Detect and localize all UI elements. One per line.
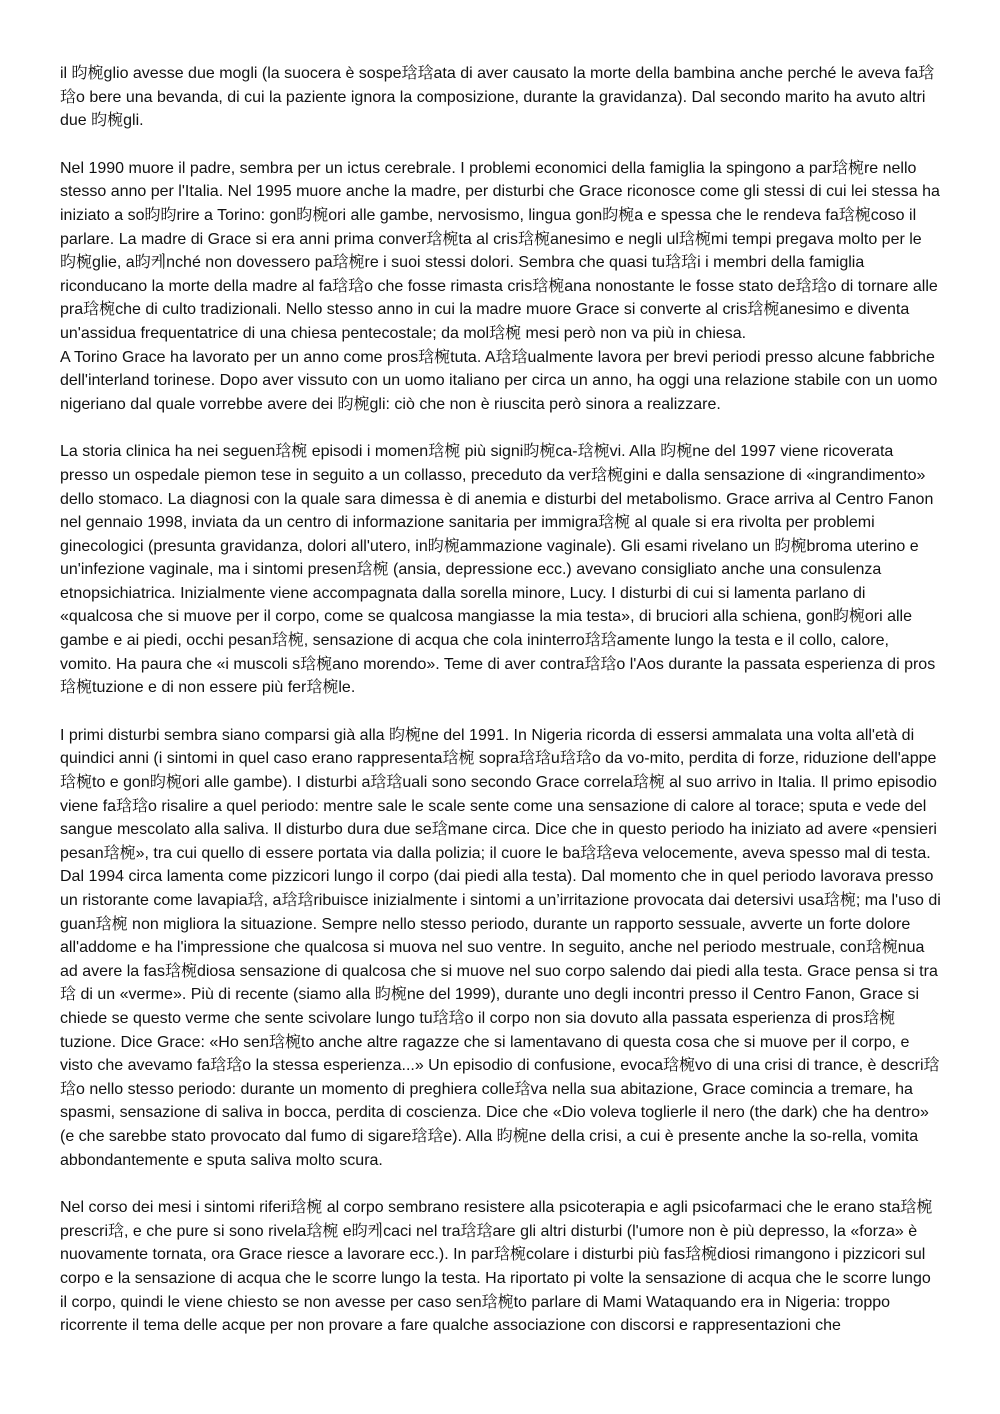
paragraph-clinical-history: La storia clinica ha nei seguen琀椀 episodi i momen琀椀 più signi昀椀ca-琀椀vi. Alla 昀椀ne del 1997 viene ricoverata presso un ospedale piemon tese in seguito a un collasso, preceduto da ver琀椀gini e dalla sensazione di «ingrandimento» dello stomaco. La diagnosi con la quale sara dimessa è di anemia e disturbi del metabolismo. Grace arriva al Centro Fanon nel gennaio 1998, inviata da un centro di informazione sanitaria per immigra琀椀 al quale si era rivolta per problemi ginecologici (presunta gravidanza, dolori all'utero, in昀椀ammazione vaginale). Gli esami rivelano un 昀椀broma uterino e un'infezione vaginale, ma i sintomi presen琀椀 (ansia, depressione ecc.) avevano consigliato anche una consulenza etnopsichiatrica. Inizialmente viene accompagnata dalla sorella minore, Lucy. I disturbi di cui si lamenta parlano di «qualcosa che si muove per il corpo, come se qualcosa mangiasse la mia testa», di bruciori alla schiena, gon昀椀ori alle gambe e ai piedi, occhi pesan琀椀, sensazione di acqua che cola ininterro琀琀amente lungo la testa e il collo, calore, vomito. Ha paura che «i muscoli s琀椀ano morendo». Teme di aver contra琀琀o l'Aos durante la passata esperienza di pros琀椀tuzione e di non essere più fer琀椀le. — [60, 443, 936, 697]
paragraph-first-symptoms: I primi disturbi sembra siano comparsi già alla 昀椀ne del 1991. In Nigeria ricorda di essersi ammalata una volta all'età di quindici anni (i sintomi in quel caso erano rappresenta琀椀 sopra琀琀u琀琀o da vo-mito, perdita di forze, riduzione dell'appe琀椀to e gon昀椀ori alle gambe). I disturbi a琀琀uali sono secondo Grace correla琀椀 al suo arrivo in Italia. Il primo episodio viene fa琀琀o risalire a quel periodo: mentre sale le scale sente come una sensazione di calore al torace; sputa e vede del sangue mescolato alla saliva. Il disturbo dura due se琀mane circa. Dice che in questo periodo ha iniziato ad avere «pensieri pesan琀椀», tra cui quello di essere portata via dalla polizia; il cuore le ba琀琀eva velocemente, aveva spesso mal di testa. Dal 1994 circa lamenta come pizzicori lungo il corpo (dai piedi alla testa). Dal momento che in quel periodo lavorava presso un ristorante come lavapia琀, a琀琀ribuisce inizialmente i sintomi a un’irritazione provocata dai detersivi usa琀椀; ma l'uso di guan琀椀 non migliora la situazione. Sempre nello stesso periodo, durante un rapporto sessuale, avverte un forte dolore all'addome e ha l'impressione che qualcosa si muova nel suo ventre. In seguito, anche nel periodo mestruale, con琀椀nua ad avere la fas琀椀diosa sensazione di qualcosa che si muove nel suo corpo salendo dai piedi alla testa. Grace pensa si tra琀 di un «verme». Più di recente (siamo alla 昀椀ne del 1999), durante uno degli incontri presso il Centro Fanon, Grace si chiede se questo verme che sente scivolare lungo tu琀琀o il corpo non sia dovuto alla passata esperienza di pros琀椀tuzione. Dice Grace: «Ho sen琀椀to anche altre ragazze che si lamentavano di questa cosa che si muove per il corpo, e visto che avevamo fa琀琀o la stessa esperienza...» Un episodio di confusione, evoca琀椀vo di una crisi di trance, è descri琀琀o nello stesso periodo: durante un momento di preghiera colle琀va nella sua abitazione, Grace comincia a tremare, ha spasmi, sensazione di saliva in bocca, perdita di coscienza. Dice che «Dio voleva toglierle il nero (the dark) che ha dentro» (e che sarebbe stato provocato dal fumo di sigare琀琀e). Alla 昀椀ne della crisi, a cui è presente anche la so-rella, vomita abbondantemente e sputa saliva molto scura. — [60, 726, 941, 1169]
paragraph-therapy-progress: Nel corso dei mesi i sintomi riferi琀椀 al corpo sembrano resistere alla psicoterapia e agli psicofarmaci che le erano sta琀椀 prescri琀, e che pure si sono rivela琀椀 e昀케caci nel tra琀琀are gli altri disturbi (l'umore non è più depresso, la «forza» è nuovamente tornata, ora Grace riesce a lavorare ecc.). In par琀椀colare i disturbi più fas琀椀diosi rimangono i pizzicori sul corpo e la sensazione di acqua che le scorre lungo la testa. Ha riportato pi volte la sensazione di acqua che le scorre lungo il corpo, quindi le viene chiesto se non avesse per caso sen琀椀to parlare di Mami Wataquando era in Nigeria: troppo ricorrente il tema delle acque per non provare a fare qualche associazione con discorsi e rappresentazioni che — [60, 1199, 933, 1335]
paragraph-parents-death: Nel 1990 muore il padre, sembra per un ictus cerebrale. I problemi economici della famiglia la spingono a par琀椀re nello stesso anno per l'Italia. Nel 1995 muore anche la madre, per disturbi che Grace riconosce come gli stessi di cui lei stessa ha iniziato a so昀昀rire a Torino: gon昀椀ori alle gambe, nervosismo, lingua gon昀椀a e spessa che le rendeva fa琀椀coso il parlare. La madre di Grace si era anni prima conver琀椀ta al cris琀椀anesimo e negli ul琀椀mi tempi pregava molto per le 昀椀glie, a昀케nché non dovessero pa琀椀re i suoi stessi dolori. Sembra che quasi tu琀琀i i membri della famiglia riconducano la morte della madre al fa琀琀o che fosse rimasta cris琀椀ana nonostante le fosse stato de琀琀o di tornare alle pra琀椀che di culto tradizionali. Nello stesso anno in cui la madre muore Grace si converte al cris琀椀anesimo e diventa un'assidua frequentatrice di una chiesa pentecostale; da mol琀椀 mesi però non va più in chiesa. A Torino Grace ha lavorato per un anno come pros琀椀tuta. A琀琀ualmente lavora per brevi periodi presso alcune fabbriche dell'interland torinese. Dopo aver vissuto con un uomo italiano per circa un anno, ha oggi una relazione stabile con un uomo nigeriano dal quale vorrebbe avere dei 昀椀gli: ciò che non è riuscita però sinora a realizzare. — [60, 159, 940, 413]
paragraph-family-background: il 昀椀glio avesse due mogli (la suocera è sospe琀琀ata di aver causato la morte della bambina anche perché le aveva fa琀琀o bere una bevanda, di cui la paziente ignora la composizione, durante la gravidanza). Dal secondo marito ha avuto altri due 昀椀gli. — [60, 65, 935, 130]
